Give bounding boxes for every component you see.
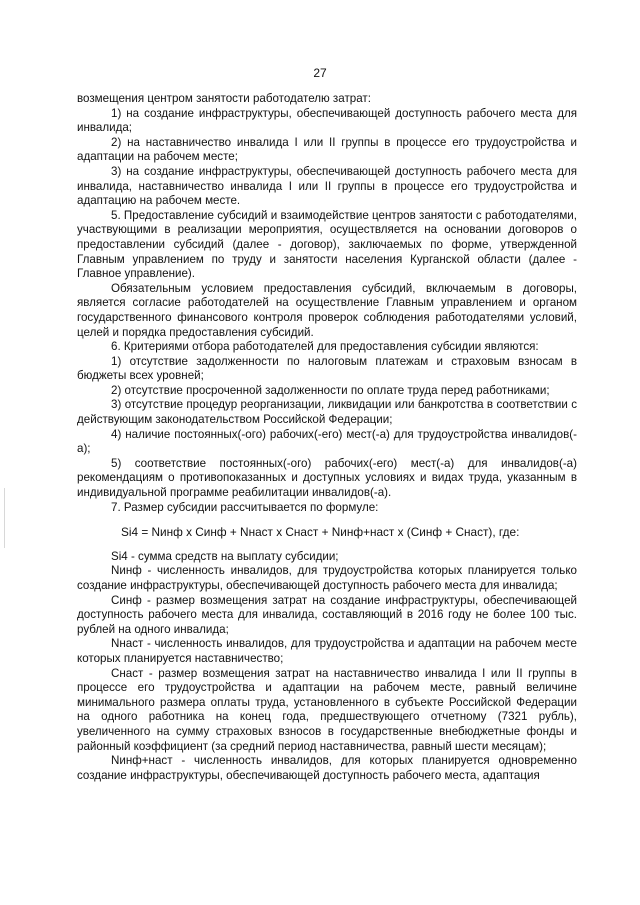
paragraph: 7. Размер субсидии рассчитывается по формуле: [111, 500, 379, 514]
definition-paragraph: Cнаст - размер возмещения затрат на наставничество инвалида I или II группы в процессе его трудоустройства и адаптации на рабочем месте, равный величине минимального размера оплаты труда, установленного в субъекте Российской Федерации на одного работника на конец года, предшествующего отчетному (7321 рубль), увеличенного на сумму страховых взносов в государственные внебюджетные фонды и районный коэффициент (за средний период наставничества, равный шести месяцам); [77, 666, 577, 753]
paragraph: 6. Критериями отбора работодателей для предоставления субсидии являются: [111, 340, 539, 354]
paragraph: Обязательным условием предоставления субсидий, включаемым в договоры, является согласие работодателей на осуществление Главным управлением и органом государственного финансового контроля проверок соблюдения работодателями условий, целей и порядка предоставления субсидий. [77, 281, 577, 339]
paragraph: 1) на создание инфраструктуры, обеспечивающей доступность рабочего места для инвалида; [77, 106, 577, 135]
definition-list [77, 550, 577, 784]
document-body [77, 92, 577, 783]
page-number: 27 [313, 66, 327, 80]
paragraph: 5. Предоставление субсидий и взаимодействие центров занятости с работодателями, участвующими в реализации мероприятия, осуществляется на основании договоров о предоставлении субсидий (далее - договор), заключаемых по форме, утвержденной Главным управлением по труду и занятости населения Курганской области (далее - Главное управление). [77, 208, 577, 281]
paragraph: 1) отсутствие задолженности по налоговым платежам и страховым взносам в бюджеты всех уровней; [77, 354, 577, 383]
definition-paragraph: Nинф - численность инвалидов, для трудоустройства которых планируется только создание инфраструктуры, обеспечивающей доступность рабочего места для инвалида; [77, 564, 577, 592]
scan-margin-mark [4, 488, 5, 548]
paragraph: 5) соответствие постоянных(-ого) рабочих(-его) мест(-а) для инвалидов(-а) рекомендациям о противопоказанных и доступных условиях и видах труда, указанным в индивидуальной программе реабилитации инвалидов(-а). [77, 456, 577, 500]
paragraph-list [77, 92, 577, 515]
paragraph: возмещения центром занятости работодателю затрат: [77, 92, 371, 105]
subsidy-formula: Si4 = Nинф x Cинф + Nнаст x Cнаст + Nинф+наст x (Cинф + Cнаст), где: [121, 525, 520, 540]
paragraph: 2) на наставничество инвалида I или II группы в процессе его трудоустройства и адаптации на рабочем месте; [77, 135, 577, 164]
paragraph: 3) отсутствие процедур реорганизации, ликвидации или банкротства в соответствии с действующим законодательством Российской Федерации; [77, 398, 577, 427]
definition-paragraph: Nнаст - численность инвалидов, для трудоустройства и адаптации на рабочем месте которых планируется наставничество; [77, 637, 577, 665]
definition-paragraph: Cинф - размер возмещения затрат на создание инфраструктуры, обеспечивающей доступность рабочего места для инвалида, составляющий в 2016 году не более 100 тыс. рублей на одного инвалида; [77, 593, 577, 636]
paragraph: 4) наличие постоянных(-ого) рабочих(-его) мест(-а) для трудоустройства инвалидов(-а); [77, 427, 577, 456]
definition-paragraph: Nинф+наст - численность инвалидов, для которых планируется одновременно создание инфраструктуры, обеспечивающей доступность рабочего места, адаптация [77, 754, 577, 782]
paragraph: 3) на создание инфраструктуры, обеспечивающей доступность рабочего места для инвалида, наставничество инвалида I или II группы в процессе его трудоустройства и адаптацию на рабочем месте. [77, 164, 577, 208]
definition-paragraph: Si4 - сумма средств на выплату субсидии; [111, 549, 339, 563]
paragraph: 2) отсутствие просроченной задолженности по оплате труда перед работниками; [111, 383, 550, 397]
